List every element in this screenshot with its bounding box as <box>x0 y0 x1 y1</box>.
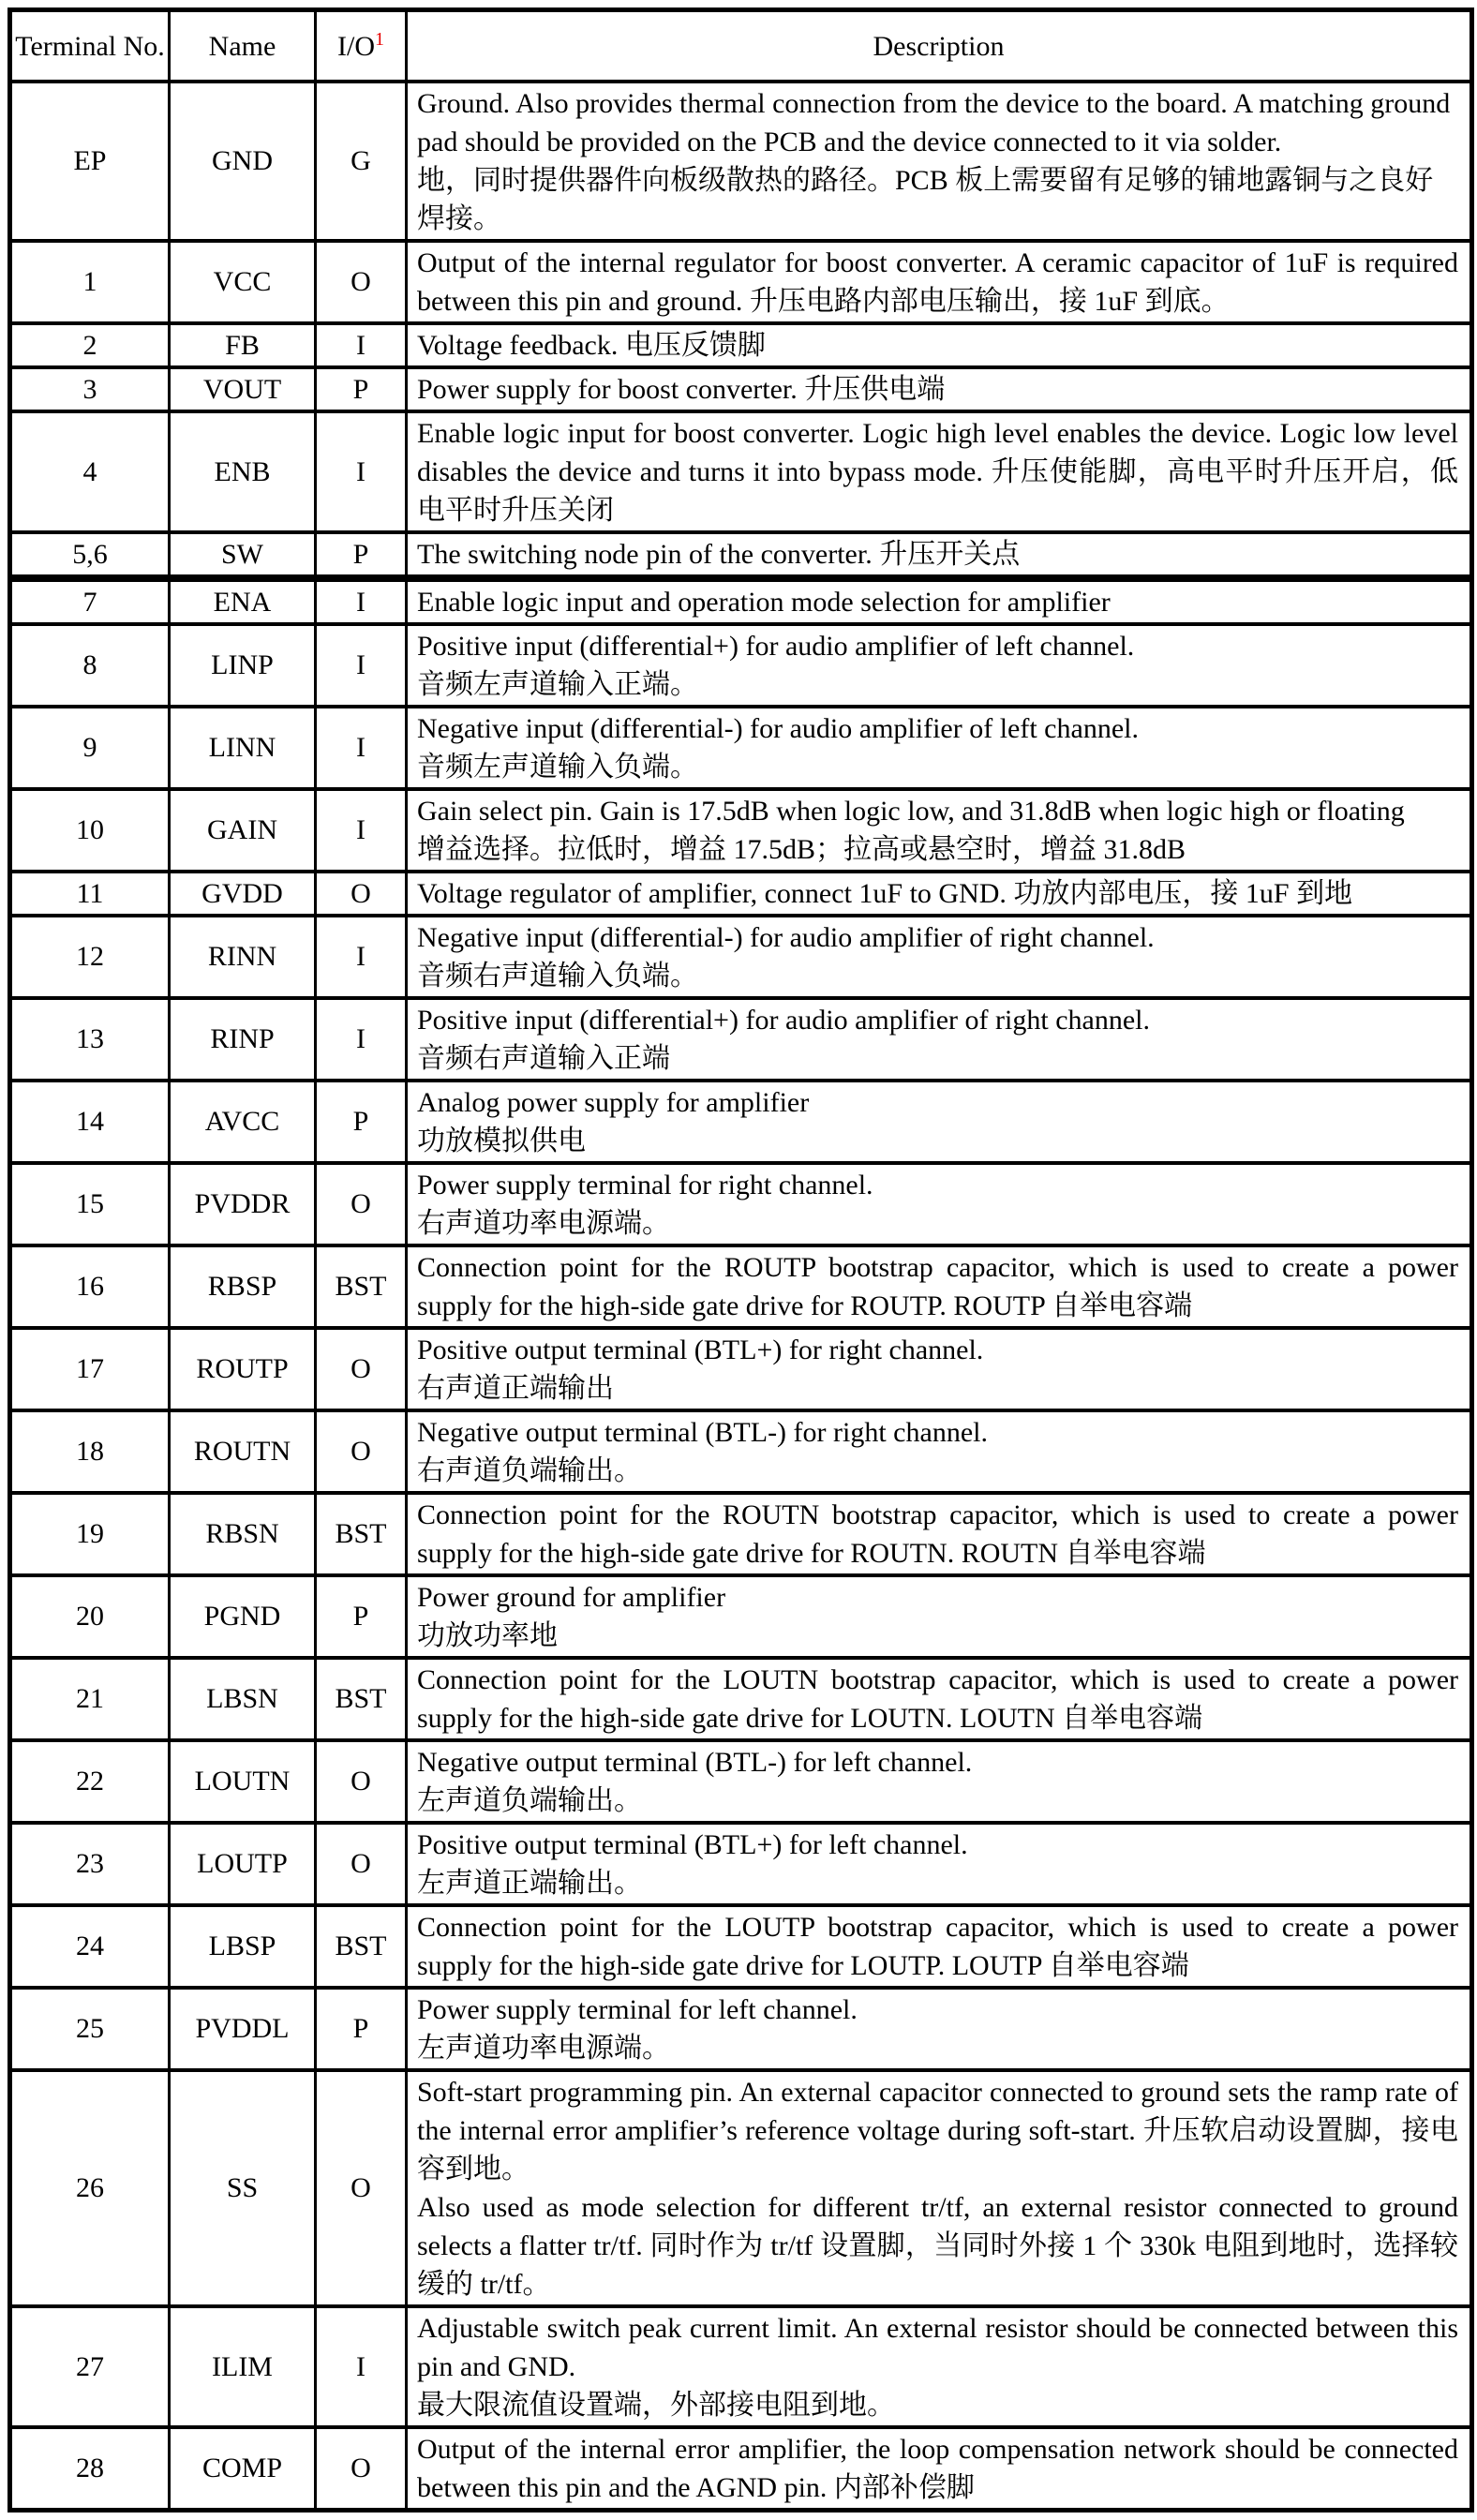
terminal-no-cell: 5,6 <box>10 532 170 578</box>
table-row <box>10 532 1472 578</box>
terminal-no-cell: 17 <box>10 1328 170 1410</box>
table-row <box>10 411 1472 532</box>
description-paragraph: Power ground for amplifier <box>417 1582 726 1613</box>
terminal-no-cell: 28 <box>10 2427 170 2511</box>
io-type-cell: P <box>316 1988 407 2070</box>
terminal-no-cell: 14 <box>10 1081 170 1163</box>
terminal-no-cell: 22 <box>10 1740 170 1823</box>
description-cell <box>407 624 1472 707</box>
table-row <box>10 1163 1472 1245</box>
terminal-no-cell: 2 <box>10 323 170 367</box>
description-cell <box>407 998 1472 1081</box>
pin-name-cell: FB <box>170 323 316 367</box>
col-header-terminal-no: Terminal No. <box>10 10 170 82</box>
description-paragraph: Connection point for the ROUTP bootstrap capacitor, which is used to create a power supply for the high-side gate drive for ROUTP. ROUTP 自举电容端 <box>417 1252 1458 1321</box>
description-paragraph: Output of the internal regulator for boost converter. A ceramic capacitor of 1uF is required between this pin and ground. 升压电路内部电压输出，接 1uF 到底。 <box>417 247 1458 317</box>
description-cell <box>407 367 1472 411</box>
table-row <box>10 1823 1472 1905</box>
io-type-cell: I <box>316 707 407 789</box>
description-paragraph: Positive input (differential+) for audio amplifier of right channel. <box>417 1005 1150 1036</box>
pin-name-cell: VCC <box>170 241 316 323</box>
description-paragraph: Connection point for the ROUTN bootstrap capacitor, which is used to create a power supply for the high-side gate drive for ROUTN. ROUTN 自举电容端 <box>417 1499 1458 1569</box>
io-type-cell: BST <box>316 1658 407 1740</box>
description-cell <box>407 707 1472 789</box>
io-type-cell: I <box>316 2306 407 2427</box>
io-type-cell: P <box>316 1575 407 1658</box>
pin-name-cell: SW <box>170 532 316 578</box>
table-row <box>10 1905 1472 1988</box>
description-paragraph: Connection point for the LOUTP bootstrap capacitor, which is used to create a power supply for the high-side gate drive for LOUTP. LOUTP 自举电容端 <box>417 1912 1458 1981</box>
description-cell <box>407 1328 1472 1410</box>
io-type-cell: G <box>316 82 407 241</box>
description-paragraph: Analog power supply for amplifier <box>417 1087 810 1118</box>
description-cell <box>407 872 1472 916</box>
description-cell <box>407 2306 1472 2427</box>
description-paragraph: Power supply for boost converter. 升压供电端 <box>417 374 946 405</box>
terminal-no-cell: EP <box>10 82 170 241</box>
description-paragraph: Output of the internal error amplifier, the loop compensation network should be connected between this pin and the AGND pin. 内部补偿脚 <box>417 2434 1458 2503</box>
terminal-no-cell: 25 <box>10 1988 170 2070</box>
description-paragraph: 功放功率地 <box>417 1620 558 1651</box>
pin-name-cell: LOUTP <box>170 1823 316 1905</box>
io-type-cell: P <box>316 532 407 578</box>
pin-name-cell: LBSP <box>170 1905 316 1988</box>
terminal-no-cell: 26 <box>10 2070 170 2306</box>
col-header-description: Description <box>407 10 1472 82</box>
description-paragraph: 地，同时提供器件向板级散热的路径。PCB 板上需要留有足够的铺地露铜与之良好焊接。 <box>417 165 1434 234</box>
io-type-cell: BST <box>316 1493 407 1575</box>
description-paragraph: Power supply terminal for left channel. <box>417 1994 858 2025</box>
table-row <box>10 872 1472 916</box>
table-row <box>10 1245 1472 1328</box>
pin-table-body <box>10 82 1472 2511</box>
terminal-no-cell: 9 <box>10 707 170 789</box>
description-cell <box>407 241 1472 323</box>
description-paragraph: Adjustable switch peak current limit. An external resistor should be connected between this pin and GND. <box>417 2313 1458 2382</box>
description-cell <box>407 323 1472 367</box>
terminal-no-cell: 20 <box>10 1575 170 1658</box>
pin-name-cell: ILIM <box>170 2306 316 2427</box>
terminal-no-cell: 3 <box>10 367 170 411</box>
table-header <box>10 10 1472 82</box>
io-type-cell: I <box>316 578 407 624</box>
io-header-label: I/O <box>337 30 375 62</box>
pin-name-cell: ENB <box>170 411 316 532</box>
table-row <box>10 578 1472 624</box>
terminal-no-cell: 8 <box>10 624 170 707</box>
description-paragraph: Positive output terminal (BTL+) for left channel. <box>417 1829 968 1860</box>
description-cell <box>407 1163 1472 1245</box>
description-paragraph: 音频右声道输入正端 <box>417 1043 670 1074</box>
table-row <box>10 1740 1472 1823</box>
description-paragraph: Negative input (differential-) for audio amplifier of right channel. <box>417 922 1155 953</box>
io-type-cell: I <box>316 411 407 532</box>
pin-name-cell: LOUTN <box>170 1740 316 1823</box>
io-type-cell: BST <box>316 1245 407 1328</box>
description-cell <box>407 1823 1472 1905</box>
io-type-cell: O <box>316 1823 407 1905</box>
table-row <box>10 241 1472 323</box>
description-cell <box>407 916 1472 998</box>
description-paragraph: Also used as mode selection for different tr/tf, an external resistor connected to ground selects a flatter tr/tf. 同时作为 tr/tf 设置脚，当同时外接 1 个 330k 电阻到地时，选择较缓的 tr/tf。 <box>417 2192 1458 2300</box>
header-row <box>10 10 1472 82</box>
table-row <box>10 1081 1472 1163</box>
table-row <box>10 1988 1472 2070</box>
description-cell <box>407 2070 1472 2306</box>
io-type-cell: O <box>316 872 407 916</box>
description-paragraph: 左声道正端输出。 <box>417 1868 642 1899</box>
io-type-cell: O <box>316 1740 407 1823</box>
pin-name-cell: ROUTP <box>170 1328 316 1410</box>
io-type-cell: P <box>316 367 407 411</box>
description-paragraph: 左声道功率电源端。 <box>417 2033 670 2064</box>
terminal-no-cell: 13 <box>10 998 170 1081</box>
pin-name-cell: GAIN <box>170 789 316 872</box>
description-paragraph: 音频左声道输入正端。 <box>417 669 698 700</box>
description-paragraph: Negative output terminal (BTL-) for left channel. <box>417 1747 973 1778</box>
io-type-cell: O <box>316 2427 407 2511</box>
table-row <box>10 707 1472 789</box>
pin-name-cell: LINN <box>170 707 316 789</box>
description-paragraph: 右声道负端输出。 <box>417 1455 642 1486</box>
description-paragraph: 功放模拟供电 <box>417 1126 586 1156</box>
terminal-no-cell: 16 <box>10 1245 170 1328</box>
col-header-io <box>316 10 407 82</box>
description-paragraph: 增益选择。拉低时，增益 17.5dB；拉高或悬空时，增益 31.8dB <box>417 834 1186 865</box>
io-type-cell: BST <box>316 1905 407 1988</box>
pin-name-cell: RBSP <box>170 1245 316 1328</box>
description-paragraph: 音频右声道输入负端。 <box>417 961 698 992</box>
table-row <box>10 2427 1472 2511</box>
description-cell <box>407 82 1472 241</box>
io-type-cell: O <box>316 2070 407 2306</box>
description-paragraph: 最大限流值设置端，外部接电阻到地。 <box>417 2390 895 2421</box>
io-type-cell: I <box>316 323 407 367</box>
pin-name-cell: PVDDL <box>170 1988 316 2070</box>
description-cell <box>407 1740 1472 1823</box>
pin-name-cell: SS <box>170 2070 316 2306</box>
terminal-no-cell: 27 <box>10 2306 170 2427</box>
description-cell <box>407 1081 1472 1163</box>
io-type-cell: O <box>316 1410 407 1493</box>
io-type-cell: O <box>316 1163 407 1245</box>
col-header-name: Name <box>170 10 316 82</box>
pin-description-table <box>7 7 1474 2513</box>
terminal-no-cell: 11 <box>10 872 170 916</box>
table-row <box>10 323 1472 367</box>
terminal-no-cell: 7 <box>10 578 170 624</box>
pin-name-cell: ROUTN <box>170 1410 316 1493</box>
table-row <box>10 1328 1472 1410</box>
table-row <box>10 624 1472 707</box>
table-row <box>10 2306 1472 2427</box>
description-paragraph: Power supply terminal for right channel. <box>417 1170 873 1200</box>
pin-name-cell: LINP <box>170 624 316 707</box>
pin-name-cell: RBSN <box>170 1493 316 1575</box>
table-row <box>10 916 1472 998</box>
description-paragraph: Positive output terminal (BTL+) for right channel. <box>417 1335 984 1365</box>
pin-name-cell: ENA <box>170 578 316 624</box>
io-type-cell: I <box>316 624 407 707</box>
pin-name-cell: GND <box>170 82 316 241</box>
terminal-no-cell: 18 <box>10 1410 170 1493</box>
io-type-cell: I <box>316 916 407 998</box>
description-paragraph: Positive input (differential+) for audio amplifier of left channel. <box>417 631 1135 662</box>
description-paragraph: Negative output terminal (BTL-) for right channel. <box>417 1417 988 1448</box>
description-cell <box>407 1988 1472 2070</box>
pin-name-cell: RINN <box>170 916 316 998</box>
description-paragraph: Voltage feedback. 电压反馈脚 <box>417 330 766 361</box>
io-footnote-superscript: 1 <box>375 28 384 50</box>
pin-name-cell: GVDD <box>170 872 316 916</box>
description-cell <box>407 1905 1472 1988</box>
description-paragraph: Soft-start programming pin. An external capacitor connected to ground sets the ramp rate of the internal error amplifier’s reference voltage during soft-start. 升压软启动设置脚，接电容到地。 <box>417 2077 1458 2184</box>
description-paragraph: Enable logic input and operation mode selection for amplifier <box>417 587 1111 618</box>
table-row <box>10 2070 1472 2306</box>
terminal-no-cell: 4 <box>10 411 170 532</box>
table-row <box>10 1410 1472 1493</box>
io-type-cell: I <box>316 789 407 872</box>
pin-name-cell: LBSN <box>170 1658 316 1740</box>
description-cell <box>407 1493 1472 1575</box>
description-paragraph: 左声道负端输出。 <box>417 1785 642 1816</box>
io-type-cell: O <box>316 241 407 323</box>
description-cell <box>407 1575 1472 1658</box>
description-paragraph: Enable logic input for boost converter. Logic high level enables the device. Logic low level disables the device and turns it into bypass mode. 升压使能脚，高电平时升压开启，低电平时升压关闭 <box>417 418 1458 526</box>
description-paragraph: 音频左声道输入负端。 <box>417 752 698 783</box>
io-type-cell: O <box>316 1328 407 1410</box>
pin-name-cell: COMP <box>170 2427 316 2511</box>
table-row <box>10 789 1472 872</box>
terminal-no-cell: 23 <box>10 1823 170 1905</box>
table-row <box>10 1658 1472 1740</box>
description-paragraph: Voltage regulator of amplifier, connect 1uF to GND. 功放内部电压，接 1uF 到地 <box>417 878 1353 909</box>
table-row <box>10 1493 1472 1575</box>
terminal-no-cell: 24 <box>10 1905 170 1988</box>
description-cell <box>407 532 1472 578</box>
terminal-no-cell: 10 <box>10 789 170 872</box>
table-row <box>10 998 1472 1081</box>
pin-name-cell: PGND <box>170 1575 316 1658</box>
description-paragraph: The switching node pin of the converter. 升压开关点 <box>417 539 1021 570</box>
io-type-cell: I <box>316 998 407 1081</box>
table-row <box>10 367 1472 411</box>
description-paragraph: 右声道功率电源端。 <box>417 1208 670 1239</box>
description-cell <box>407 1658 1472 1740</box>
pin-name-cell: AVCC <box>170 1081 316 1163</box>
pin-name-cell: RINP <box>170 998 316 1081</box>
description-cell <box>407 1245 1472 1328</box>
terminal-no-cell: 12 <box>10 916 170 998</box>
table-row <box>10 82 1472 241</box>
io-type-cell: P <box>316 1081 407 1163</box>
description-cell <box>407 2427 1472 2511</box>
pin-name-cell: VOUT <box>170 367 316 411</box>
terminal-no-cell: 15 <box>10 1163 170 1245</box>
table-row <box>10 1575 1472 1658</box>
pin-name-cell: PVDDR <box>170 1163 316 1245</box>
description-cell <box>407 789 1472 872</box>
description-paragraph: Negative input (differential-) for audio amplifier of left channel. <box>417 713 1139 744</box>
terminal-no-cell: 19 <box>10 1493 170 1575</box>
terminal-no-cell: 21 <box>10 1658 170 1740</box>
terminal-no-cell: 1 <box>10 241 170 323</box>
description-cell <box>407 411 1472 532</box>
description-paragraph: Ground. Also provides thermal connection from the device to the board. A matching ground pad should be provided on the PCB and the device connected to it via solder. <box>417 88 1451 157</box>
description-cell <box>407 578 1472 624</box>
description-paragraph: 右声道正端输出 <box>417 1373 614 1404</box>
description-paragraph: Gain select pin. Gain is 17.5dB when logic low, and 31.8dB when logic high or floating <box>417 796 1405 827</box>
description-cell <box>407 1410 1472 1493</box>
description-paragraph: Connection point for the LOUTN bootstrap capacitor, which is used to create a power supply for the high-side gate drive for LOUTN. LOUTN 自举电容端 <box>417 1664 1458 1734</box>
